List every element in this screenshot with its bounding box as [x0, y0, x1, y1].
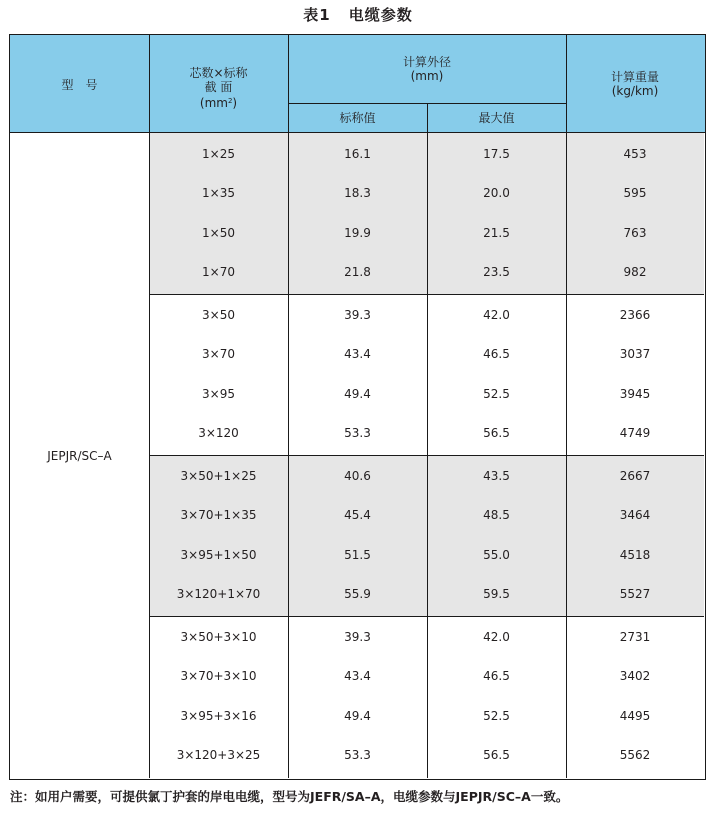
header-weight — [566, 70, 704, 98]
header-nominal — [288, 111, 427, 125]
model-name: JEPJR/SC–A — [47, 448, 112, 463]
cell-nominal: 49.4 — [344, 386, 371, 401]
column-divider — [566, 35, 567, 778]
header-model — [10, 78, 149, 92]
cell-spec: 1×70 — [202, 265, 235, 279]
cell-weight: 2731 — [619, 629, 651, 644]
cell-max: 46.5 — [483, 347, 510, 361]
header-cross-section-line1: 芯数×标称 — [189, 66, 248, 80]
cell-spec: 1×35 — [202, 186, 235, 200]
cell-weight: 982 — [623, 265, 647, 279]
cell-nominal: 19.9 — [344, 225, 371, 240]
cell-spec: 3×120 — [198, 426, 239, 440]
column-divider — [288, 35, 289, 778]
cell-weight: 763 — [623, 225, 647, 240]
cell-spec: 1×50 — [202, 225, 235, 240]
header-weight-label: 计算重量 — [610, 70, 659, 84]
cell-nominal: 45.4 — [344, 508, 371, 522]
column-divider — [149, 35, 150, 778]
cell-nominal: 21.8 — [344, 265, 371, 279]
cell-nominal: 40.6 — [344, 468, 371, 483]
cell-weight: 3464 — [619, 508, 651, 522]
cell-weight: 453 — [623, 146, 647, 161]
cell-weight: 3402 — [619, 669, 651, 683]
cell-weight: 5527 — [619, 587, 651, 601]
cell-max: 55.0 — [483, 547, 510, 562]
cell-weight: 595 — [623, 186, 647, 200]
column-divider — [427, 133, 428, 778]
header-cross-section — [149, 66, 288, 110]
cell-nominal: 51.5 — [344, 547, 371, 562]
cell-spec: 3×70 — [202, 347, 235, 361]
cell-max: 42.0 — [483, 629, 510, 644]
header-max-label: 最大值 — [478, 111, 515, 125]
cell-max: 42.0 — [483, 307, 510, 322]
cell-max: 43.5 — [483, 468, 510, 483]
cell-spec: 3×70+3×10 — [180, 669, 257, 683]
header-model-label: 型 号 — [61, 78, 98, 92]
cell-nominal: 16.1 — [344, 146, 371, 161]
header-max — [427, 111, 566, 125]
cell-spec: 3×70+1×35 — [180, 508, 257, 522]
cell-nominal: 53.3 — [344, 748, 371, 762]
header-outer-diameter-unit: (mm) — [410, 69, 444, 83]
table-title-text: 电缆参数 — [348, 6, 413, 24]
cell-weight: 4749 — [619, 426, 651, 440]
cell-nominal: 43.4 — [344, 347, 371, 361]
cell-weight: 4495 — [619, 708, 651, 723]
header-divider — [427, 103, 428, 133]
footnote: 注：如用户需要，可提供氯丁护套的岸电电缆，型号为JEFR/SA–A，电缆参数与JEPJR/SC–A一致。 — [10, 789, 569, 804]
header-weight-unit: (kg/km) — [611, 84, 659, 98]
cell-max: 59.5 — [483, 587, 510, 601]
header-cross-section-unit — [149, 94, 288, 110]
table-header — [10, 35, 705, 133]
header-cross-section-line2: 截 面 — [204, 80, 233, 94]
header-outer-diameter — [288, 55, 566, 83]
cell-weight: 4518 — [619, 547, 651, 562]
cell-spec: 1×25 — [202, 146, 235, 161]
cell-nominal: 53.3 — [344, 426, 371, 440]
table-number: 表1 — [303, 6, 331, 24]
cell-max: 48.5 — [483, 508, 510, 522]
cell-weight: 5562 — [619, 748, 651, 762]
cell-spec: 3×95+3×16 — [180, 708, 257, 723]
unit-base: (mm — [199, 96, 228, 110]
header-outer-diameter-label: 计算外径 — [402, 55, 451, 69]
cell-spec: 3×50 — [202, 307, 235, 322]
cell-nominal: 39.3 — [344, 629, 371, 644]
cell-weight: 2667 — [619, 468, 651, 483]
header-nominal-label: 标称值 — [339, 111, 376, 125]
cell-max: 23.5 — [483, 265, 510, 279]
cell-max: 56.5 — [483, 748, 510, 762]
cell-weight: 3945 — [619, 386, 651, 401]
cell-spec: 3×120+1×70 — [176, 587, 261, 601]
cell-max: 52.5 — [483, 708, 510, 723]
cable-parameter-table — [9, 34, 706, 780]
cell-max: 52.5 — [483, 386, 510, 401]
cell-spec: 3×95 — [202, 386, 235, 401]
cell-weight: 3037 — [619, 347, 651, 361]
cell-nominal: 43.4 — [344, 669, 371, 683]
table-title — [0, 4, 716, 25]
unit-superscript: 2 — [227, 97, 233, 105]
cell-nominal: 49.4 — [344, 708, 371, 723]
cell-weight: 2366 — [619, 307, 651, 322]
cell-max: 20.0 — [483, 186, 510, 200]
cell-max: 17.5 — [483, 146, 510, 161]
cell-spec: 3×95+1×50 — [180, 547, 257, 562]
cell-nominal: 18.3 — [344, 186, 371, 200]
model-cell — [10, 133, 149, 778]
cell-max: 46.5 — [483, 669, 510, 683]
cell-spec: 3×120+3×25 — [176, 748, 261, 762]
cell-nominal: 39.3 — [344, 307, 371, 322]
cell-spec: 3×50+3×10 — [180, 629, 257, 644]
cell-max: 56.5 — [483, 426, 510, 440]
cell-max: 21.5 — [483, 225, 510, 240]
cell-nominal: 55.9 — [344, 587, 371, 601]
unit-close: ) — [232, 96, 238, 110]
cell-spec: 3×50+1×25 — [180, 468, 257, 483]
